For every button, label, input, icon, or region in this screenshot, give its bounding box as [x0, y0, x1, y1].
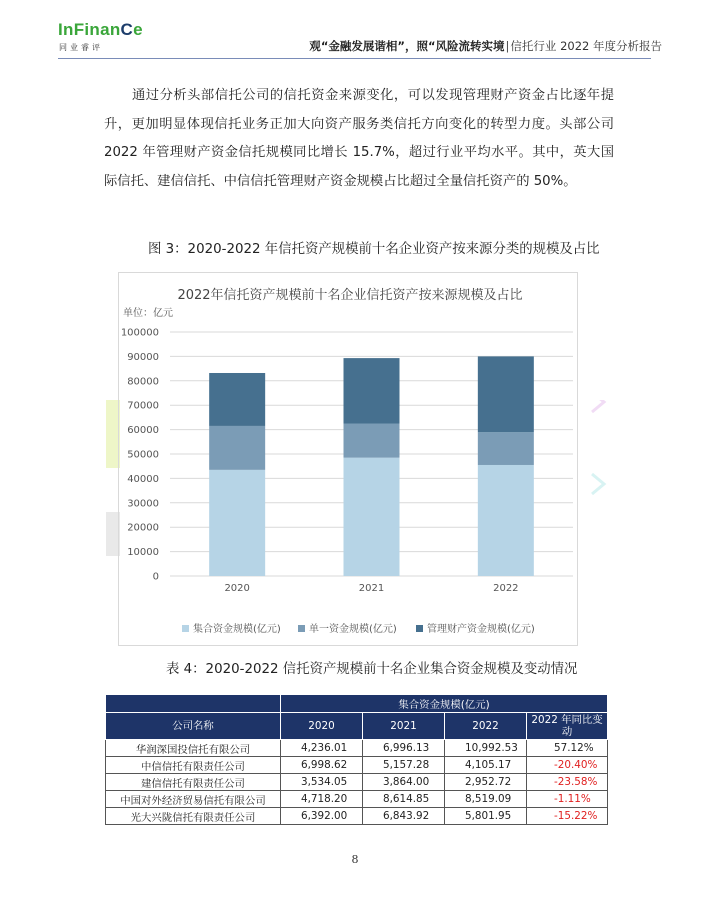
bar-segment-1 [209, 470, 265, 576]
table-group-header: 集合资金规模(亿元) [281, 695, 608, 713]
x-tick-label: 2022 [493, 583, 519, 594]
value-2020-cell: 3,534.05 [281, 774, 363, 791]
bar-segment-3 [478, 356, 534, 432]
brand-logo [58, 20, 148, 54]
value-2020-cell: 4,718.20 [281, 791, 363, 808]
y-tick-label: 40000 [127, 473, 159, 485]
table-header-blank [106, 695, 281, 713]
chart-title: 2022年信托资产规模前十名企业信托资产按来源规模及占比 [177, 288, 523, 303]
y-tick-label: 0 [152, 571, 159, 583]
legend-swatch [182, 625, 189, 632]
col-header-2021: 2021 [363, 713, 445, 740]
y-tick-label: 100000 [120, 327, 159, 339]
y-tick-label: 60000 [127, 425, 159, 437]
bar-segment-2 [209, 426, 265, 470]
chart-bars [209, 356, 534, 576]
chart-legend [182, 622, 535, 635]
value-2021-cell: 3,864.00 [363, 774, 445, 791]
bar-segment-2 [478, 432, 534, 465]
fund-scale-table [105, 694, 608, 825]
x-axis-ticks [224, 583, 518, 594]
y-tick-label: 80000 [127, 376, 159, 388]
company-name-cell: 中信信托有限责任公司 [106, 757, 281, 774]
y-tick-label: 20000 [127, 522, 159, 534]
legend-swatch [416, 625, 423, 632]
table-row [106, 757, 608, 774]
value-2021-cell: 6,843.92 [363, 808, 445, 825]
company-name-cell: 中国对外经济贸易信托有限公司 [106, 791, 281, 808]
col-header-2022: 2022 [445, 713, 527, 740]
table-row [106, 774, 608, 791]
y-tick-label: 70000 [127, 400, 159, 412]
y-tick-label: 30000 [127, 498, 159, 510]
value-2020-cell: 4,236.01 [281, 740, 363, 757]
legend-swatch [298, 625, 305, 632]
y-tick-label: 10000 [127, 547, 159, 559]
header-divider [58, 58, 651, 59]
x-tick-label: 2021 [358, 583, 385, 594]
report-title: 信托行业 2022 年度分析报告 [510, 39, 662, 53]
company-name-cell: 华润深国投信托有限公司 [106, 740, 281, 757]
col-header-change: 2022 年同比变动 [527, 713, 608, 740]
body-paragraph: 通过分析头部信托公司的信托资金来源变化，可以发现管理财产资金占比逐年提升，更加明显体现信托业务正加大向资产服务类信托方向变化的转型力度。头部公司 2022 年管理财产资金信托规模同比增长 15.7%，超过行业平均水平。其中，英大国际信托、建信信托、中信信托管理财产资金规模占比超过全量信托资产的 50%。 [104, 88, 614, 189]
company-name-cell: 建信信托有限责任公司 [106, 774, 281, 791]
yoy-change-cell: -15.22% [527, 808, 608, 825]
table-row [106, 808, 608, 825]
col-header-2020: 2020 [281, 713, 363, 740]
logo-wordmark: InFinanCe [58, 20, 143, 39]
logo-subtitle: 同业睿评 [59, 43, 103, 52]
y-axis-ticks [121, 328, 159, 583]
page-number: 8 [351, 853, 359, 866]
x-tick-label: 2020 [224, 583, 250, 594]
figure-caption: 图 3：2020-2022 年信托资产规模前十名企业资产按来源分类的规模及占比 [148, 242, 600, 257]
value-2020-cell: 6,392.00 [281, 808, 363, 825]
table-group-header-row [106, 695, 608, 713]
legend-label: 单一资金规模(亿元) [309, 624, 397, 635]
bar-segment-3 [344, 358, 400, 423]
yoy-change-cell: 57.12% [527, 740, 608, 757]
bar-segment-1 [478, 465, 534, 576]
legend-label: 管理财产资金规模(亿元) [427, 624, 535, 635]
value-2022-cell: 8,519.09 [445, 791, 527, 808]
value-2022-cell: 4,105.17 [445, 757, 527, 774]
company-name-cell: 光大兴陇信托有限责任公司 [106, 808, 281, 825]
bar-segment-3 [209, 373, 265, 426]
bar-segment-2 [344, 424, 400, 458]
bar-segment-1 [344, 458, 400, 576]
y-tick-label: 90000 [127, 351, 159, 363]
chart-unit-label: 单位：亿元 [123, 308, 173, 319]
table-row [106, 791, 608, 808]
value-2022-cell: 2,952.72 [445, 774, 527, 791]
table-header-row [106, 713, 608, 740]
table-caption: 表 4：2020-2022 信托资产规模前十名企业集合资金规模及变动情况 [166, 662, 578, 677]
col-header-company: 公司名称 [106, 713, 281, 740]
value-2022-cell: 5,801.95 [445, 808, 527, 825]
value-2022-cell: 10,992.53 [445, 740, 527, 757]
header-slogan: 观“金融发展谐相”，照“风险流转实境 [309, 39, 505, 53]
value-2021-cell: 8,614.85 [363, 791, 445, 808]
value-2020-cell: 6,998.62 [281, 757, 363, 774]
value-2021-cell: 6,996.13 [363, 740, 445, 757]
table-body [106, 740, 608, 825]
yoy-change-cell: -20.40% [527, 757, 608, 774]
value-2021-cell: 5,157.28 [363, 757, 445, 774]
legend-label: 集合资金规模(亿元) [193, 624, 281, 635]
stacked-bar-chart [118, 272, 578, 646]
table-row [106, 740, 608, 757]
yoy-change-cell: -23.58% [527, 774, 608, 791]
yoy-change-cell: -1.11% [527, 791, 608, 808]
page-header-title [309, 38, 662, 54]
y-tick-label: 50000 [127, 449, 159, 461]
header-separator: | [505, 39, 510, 53]
